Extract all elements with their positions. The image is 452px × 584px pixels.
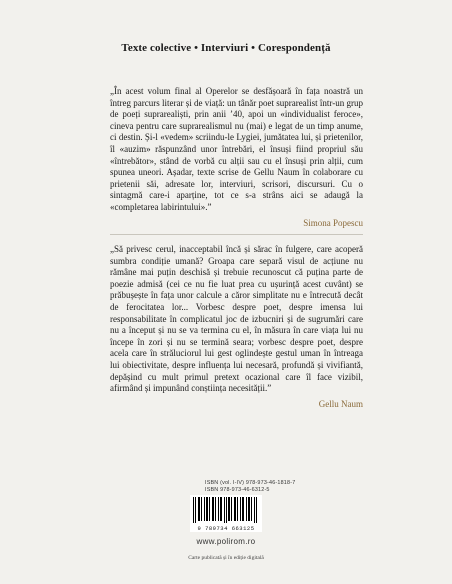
quote-author-1: Simona Popescu — [303, 218, 363, 228]
quote-author-2: Gellu Naum — [318, 399, 363, 409]
cover-title: Texte colective • Interviuri • Corespondență — [121, 42, 331, 54]
barcode-number: 9 789734 663125 — [190, 525, 262, 532]
quote-paragraph-1: „În acest volum final al Operelor se desfășoară în fața noastră un întreg parcurs literar și de viață: un tânăr poet suprarealist într-un grup de poeți suprarealiști, prin anii ’40, apoi un «individualist feroce», cineva pentru care suprarealismul nu (mai) e legat de un timp anume, ci destin. Și-l «vedem» scriindu-le Lygiei, jumătatea lui, și prietenilor, îl «auzim» răspunzând unor întrebări, el însuși fiind propriul său «întrebător», stând de vorbă cu alții sau cu el însuși prin alții, cum spunea uneori. Așadar, texte scrise de Gellu Naum în colaborare cu prietenii săi, adresate lor, interviuri, scrisori, discursuri. Cu o sintagmă care-i aparține, tot ce s-a strâns aici se adaugă la «completarea labirintului».” — [110, 86, 363, 212]
divider — [110, 234, 363, 235]
isbn-volume: ISBN 978-973-46-6312-5 — [205, 487, 270, 493]
publisher-website: www.polirom.ro — [196, 537, 256, 546]
digital-edition-note: Carte publicată și în ediție digitală — [188, 555, 264, 561]
isbn-series: ISBN (vol. I-IV) 978-973-46-1818-7 — [205, 480, 296, 486]
quote-paragraph-2: „Să privesc cerul, inacceptabil încă și sărac în fulgere, care acoperă sumbra condiție umană? Groapa care separă visul de acțiune nu rămâne mai puțin deschisă și trebuie recunoscut că puțina parte de poezie admisă (cei ce nu fie luat prea cu ușurință acest cuvânt) se prăbușește în fața unor calcule a căror simplitate nu e întrecută decât de ferocitatea lor... Vorbesc despre poet, despre imensa lui responsabilitate în complicatul joc de izbucniri și de sugrumări care nu a început și nu se va termina cu el, în măsura în care viața lui nu începe în zori și nu se termină seara; vorbesc despre poet, despre acela care în străluciorul lui gest oglindește gestul uman în întreaga lui obiectivitate, despre influența lui necesară, profundă și vivifiantă, depășind cu mult primul pretext ocazional care îl face vizibil, afirmând și impunând conștiința necesității.” — [110, 244, 363, 394]
